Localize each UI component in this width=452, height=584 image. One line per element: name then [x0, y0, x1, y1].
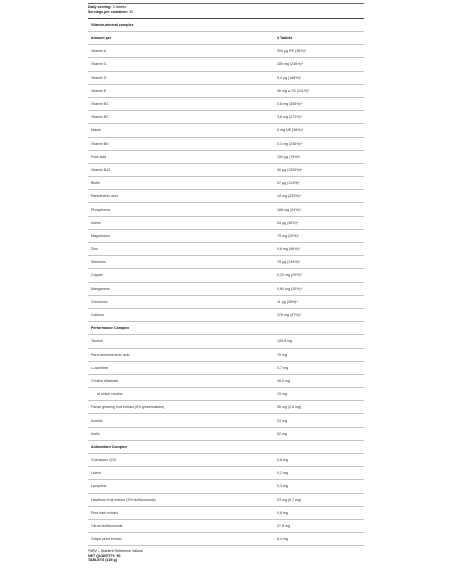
table-row [88, 45, 364, 58]
table-row [88, 520, 364, 533]
table-row-value: 3,8 mg (345%)* [277, 102, 302, 107]
table-row-value: 54 µg (36%)* [277, 220, 299, 225]
table-row-label: Zinc [91, 247, 98, 252]
table-row [88, 85, 364, 98]
table-row-label: Pantothenic acid [91, 194, 118, 199]
nutrition-table [88, 18, 364, 547]
table-row-label: of which choline [97, 392, 123, 397]
table-row-value: 36 mg α-TE (311%)* [277, 88, 310, 93]
table-row [88, 72, 364, 85]
section-title [88, 441, 364, 454]
table-row-label: Inulin [91, 431, 100, 436]
table-row [88, 98, 364, 111]
table-row-value: 4,7 mg [277, 365, 288, 370]
table-row [88, 111, 364, 124]
table-row-value: 0,29 mg (29%)* [277, 273, 302, 278]
table-row-value: 3,3 mg (236%)* [277, 141, 302, 146]
nrv-note: *NRV – Nutrient Reference Values [88, 549, 143, 554]
table-row-value: 11 µg (28%)* [277, 299, 298, 304]
table-row-label: Vitamin D [91, 75, 107, 80]
section-title [88, 322, 364, 335]
table-row [88, 309, 364, 322]
table-row [88, 414, 364, 427]
table-row-value: 300 µg RE (38%)* [277, 49, 307, 54]
table-row-label: Biotin [91, 181, 100, 186]
table-row-label: Lycopene [91, 484, 107, 489]
tablets-weight: TABLETS (135 g) [88, 558, 117, 563]
table-row-label: Citrus bioflavonoids [91, 524, 123, 529]
table-row-label: Chromium [91, 299, 108, 304]
table-row [88, 151, 364, 164]
table-row [88, 269, 364, 282]
table-row [88, 362, 364, 375]
table-row-label: Calcium [91, 313, 104, 318]
table-row-value: 0,2 mg [277, 471, 288, 476]
table-row [88, 454, 364, 467]
table-row-label: Taurine [91, 339, 103, 344]
table-row-value: 75 mg [277, 352, 287, 357]
table-row [88, 507, 364, 520]
table-row-label: Para-aminobenzoic acid [91, 352, 130, 357]
table-row-label: Vitamin A [91, 49, 107, 54]
table-row-label: Panax ginseng root extract (5% ginsenosides) [91, 405, 165, 410]
table-row [88, 58, 364, 71]
section-title-label: Antioxidant Complex [91, 444, 127, 449]
serving-info [88, 5, 364, 16]
table-row-value: 23 mg (0,7 mg) [277, 497, 302, 502]
column-header [88, 32, 364, 45]
servings-value: 30 [129, 10, 134, 15]
section-title [88, 19, 364, 32]
table-row-value: 23 mg [277, 418, 287, 423]
table-row-value: 45,9 mg [277, 378, 290, 383]
table-row-value: 0,8 mg [277, 458, 288, 463]
table-row-label: Vitamin C [91, 62, 107, 67]
table-row-value: 9,4 µg (188%)* [277, 75, 302, 80]
table-row [88, 283, 364, 296]
daily-serving-value: 3 tablets [112, 5, 127, 9]
table-row-value: 30 µg (1200%)* [277, 167, 303, 172]
table-row-value: 0,60 mg (30%)* [277, 286, 302, 291]
table-row-value: 6 mg NE (38%)* [277, 128, 303, 133]
servings-per-container-line [88, 10, 364, 15]
table-row-label: Grape seed extract [91, 537, 122, 542]
table-row-value: 56 mg (2,8 mg) [277, 405, 302, 410]
net-quantity: NET QUANTITY: 90 [88, 553, 121, 558]
table-row [88, 533, 364, 546]
table-row-label: L-carnitine [91, 365, 108, 370]
table-row [88, 428, 364, 441]
table-row [88, 480, 364, 493]
footer-notes [88, 549, 364, 562]
table-row-label: Vitamin B2 [91, 115, 109, 120]
table-row [88, 401, 364, 414]
supplement-facts-panel [88, 0, 364, 563]
table-row [88, 177, 364, 190]
daily-serving-label: Daily serving: [88, 5, 112, 9]
table-row-label: Iodine [91, 220, 101, 225]
table-row-label: Vitamin B1 [91, 102, 109, 107]
table-row-label: Hawthorn fruit extract (3% bioflavonoids) [91, 497, 156, 502]
table-row-value: 52 mg [277, 431, 287, 436]
table-row-value: 78 µg (139%)* [277, 260, 301, 265]
table-row-label: Vitamin B12 [91, 167, 111, 172]
table-row-label: Coenzyme Q10 [91, 458, 116, 463]
table-row-value: 168 mg (24%)* [277, 207, 301, 212]
table-row-label: Phosphorus [91, 207, 111, 212]
table-row-value: 105,6 mg [277, 339, 292, 344]
table-row-label: Choline bitartrate [91, 378, 119, 383]
table-row-value: 150 µg (75%)* [277, 154, 301, 159]
servings-label: Servings per container: [88, 10, 129, 15]
column-header-value: 3 Tablets [277, 36, 293, 41]
table-row-label: Magnesium [91, 233, 110, 238]
table-row-label: Vitamin B6 [91, 141, 109, 146]
table-row [88, 243, 364, 256]
table-row-value: 0,3 mg [277, 484, 288, 489]
table-row [88, 388, 364, 401]
table-row-label: Selenium [91, 260, 106, 265]
column-header-label: Amount per [91, 36, 112, 41]
table-row [88, 124, 364, 137]
table-row-value: 14 mg (233%)* [277, 194, 301, 199]
table-row [88, 190, 364, 203]
table-row-label: Inositol [91, 418, 103, 423]
table-row-value: 37,8 mg [277, 524, 290, 529]
table-row-label: Vitamin E [91, 88, 107, 93]
table-row [88, 256, 364, 269]
table-row-label: Copper [91, 273, 103, 278]
table-row-label: Folic acid [91, 154, 107, 159]
table-row-value: 57 µg (114%)* [277, 181, 300, 186]
table-row-value: 19 mg [277, 392, 287, 397]
table-row-value: 75 mg (20%)* [277, 233, 299, 238]
table-row [88, 349, 364, 362]
table-row-label: Manganese [91, 286, 110, 291]
table-row-value: 9,6 mg (96%)* [277, 247, 300, 252]
table-row [88, 217, 364, 230]
table-row [88, 164, 364, 177]
table-row [88, 296, 364, 309]
table-row [88, 375, 364, 388]
table-row-label: Pine bark extract [91, 510, 118, 515]
table-row [88, 230, 364, 243]
table-row-value: 6,4 mg [277, 537, 288, 542]
table-row [88, 335, 364, 348]
table-row-label: Lutein [91, 471, 101, 476]
table-row-label: Niacin [91, 128, 101, 133]
table-row-value: 189 mg (236%)* [277, 62, 303, 67]
section-title-label: Performance Complex [91, 326, 130, 331]
table-row-value: 375 mg (47%)* [277, 313, 301, 318]
table-row-value: 3,8 mg (271%)* [277, 115, 302, 120]
section-title-label: Vitamin-mineral complex [91, 22, 134, 27]
table-row [88, 138, 364, 151]
table-row [88, 203, 364, 216]
top-divider [88, 3, 364, 4]
table-row [88, 467, 364, 480]
table-row [88, 494, 364, 507]
table-row-value: 0,8 mg [277, 510, 288, 515]
